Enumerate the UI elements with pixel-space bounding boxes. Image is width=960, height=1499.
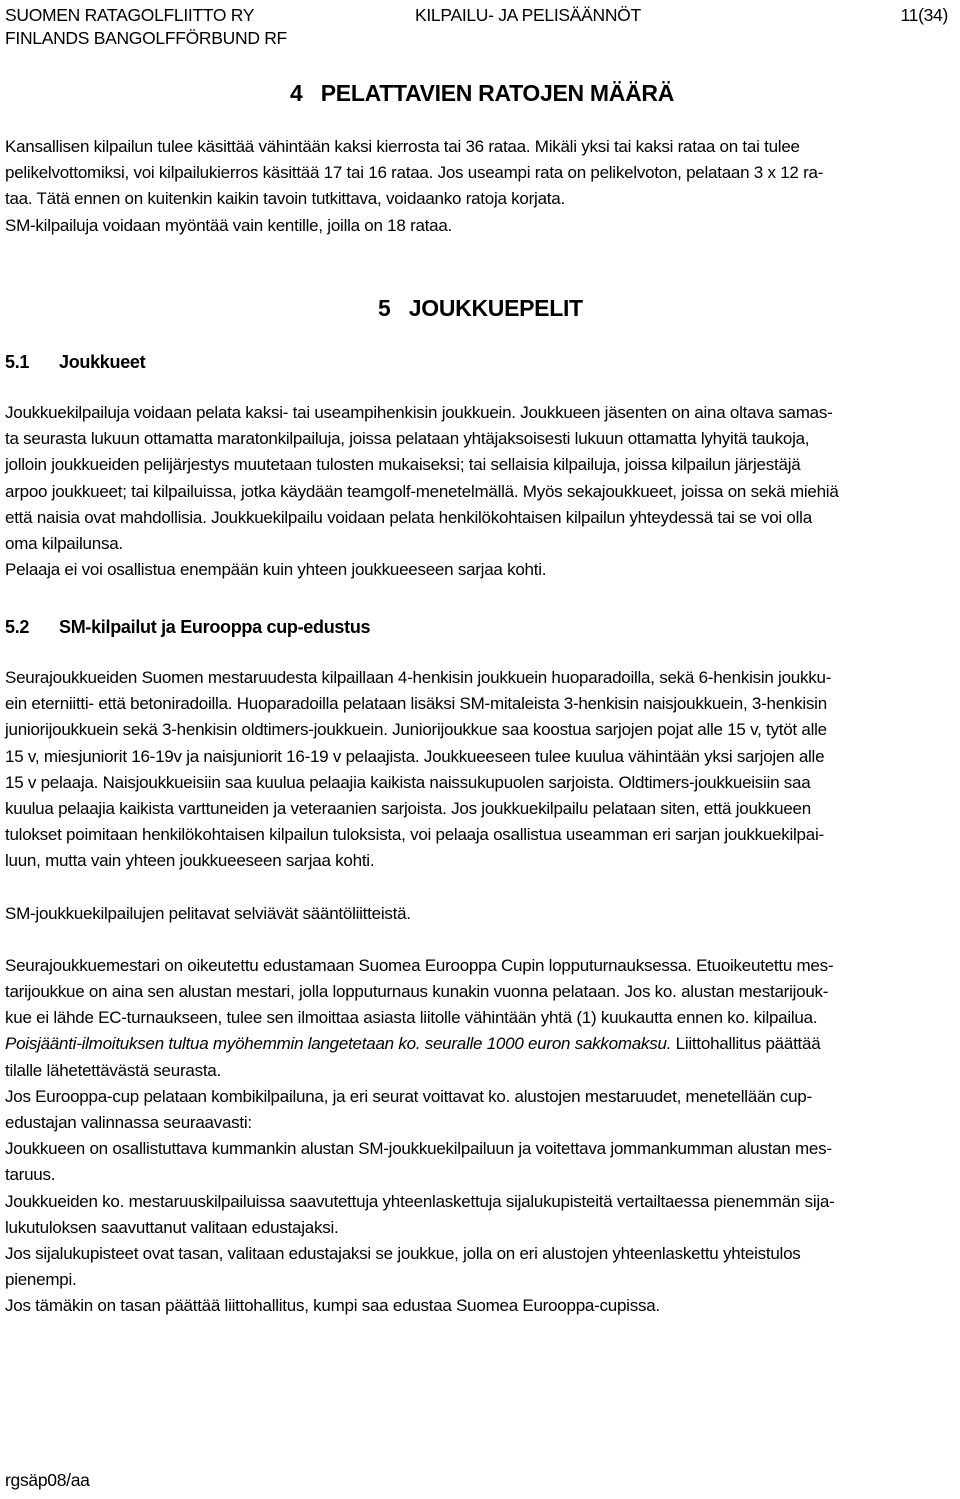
paragraph-line: Jos sijalukupisteet ovat tasan, valitaan edustajaksi se joukkue, jolla on eri alustojen yhteenlaskettu yhteistulos [5,1244,801,1264]
paragraph-line: edustajan valinnassa seuraavasti: [5,1113,252,1133]
paragraph-line: tarijoukkue on aina sen alustan mestari, jolla lopputurnaus kunakin vuonna pelataan. Jos ko. alustan mestarijouk- [5,982,829,1002]
paragraph-line: arpoo joukkueet; tai kilpailuissa, jotka käydään teamgolf-menetelmällä. Myös sekajoukkueet, joissa on sekä miehiä [5,481,839,501]
paragraph-line: kuulua pelaajia kaikista varttuneiden ja veteraanien sarjoista. Jos joukkuekilpailu pelataan siten, että joukkueen [5,799,811,819]
header-org-sv: FINLANDS BANGOLFFÖRBUND RF [5,28,287,48]
paragraph-line: Kansallisen kilpailun tulee käsittää vähintään kaksi kierrosta tai 36 rataa. Mikäli yksi tai kaksi rataa on tai tulee [5,137,800,156]
header-doc-title: KILPAILU- JA PELISÄÄNNÖT [415,5,641,25]
paragraph-line [5,1031,953,1057]
paragraph-line: 15 v pelaaja. Naisjoukkueisiin saa kuulua pelaajia kaikista naissukupuolen sarjoista. Oldtimers-joukkueisiin saa [5,772,811,792]
paragraph-line: 15 v, miesjuniorit 16-19v ja naisjuniorit 16-19 v pelaajista. Joukkueeseen tulee kuulua vähintään yksi sarjojen alle [5,746,825,766]
paragraph-line: lukutuloksen saavuttanut valitaan edustajaksi. [5,1217,339,1237]
paragraph-line: taruus. [5,1165,56,1185]
subsection-5-2-heading [5,617,370,638]
paragraph-line: SM-joukkuekilpailujen pelitavat selviävät sääntöliitteistä. [5,903,411,923]
paragraph-line: tilalle lähetettävästä seurasta. [5,1060,221,1080]
paragraph-line: pienempi. [5,1270,77,1290]
paragraph-line: SM-kilpailuja voidaan myöntää vain kentille, joilla on 18 rataa. [5,215,453,235]
section-5-heading: 5 JOUKKUEPELIT [378,295,583,321]
paragraph-line: oma kilpailunsa. [5,534,123,554]
paragraph-line: Seurajoukkueiden Suomen mestaruudesta kilpaillaan 4-henkisin joukkuein huoparadoilla, sekä 6-henkisin joukku- [5,668,832,687]
section-4-heading: 4 PELATTAVIEN RATOJEN MÄÄRÄ [290,80,675,106]
paragraph-line: Jos tämäkin on tasan päättää liittohallitus, kumpi saa edustaa Suomea Eurooppa-cupissa. [5,1296,660,1316]
paragraph-line: Joukkueen on osallistuttava kummankin alustan SM-joukkuekilpailuun ja voitettava jommankumman alustan mes- [5,1139,832,1159]
footer-code: rgsäp08/aa [5,1470,90,1490]
subsection-5-1-body [5,400,953,583]
paragraph-line: Joukkuekilpailuja voidaan pelata kaksi- tai useampihenkisin joukkuein. Joukkueen jäsenten on aina oltava samas- [5,403,833,422]
paragraph-line: luun, mutta vain yhteen joukkueeseen sarjaa kohti. [5,851,375,871]
paragraph-line: Seurajoukkuemestari on oikeutettu edustamaan Suomea Eurooppa Cupin lopputurnauksessa. Etuoikeutettu mes- [5,955,834,975]
paragraph-line: jolloin joukkueiden pelijärjestys muutetaan tulosten mukaiseksi; tai sellaisia kilpailuja, joissa kilpailun järjestäjä [5,455,801,475]
subsection-number: 5.2 [5,617,30,637]
paragraph-line: pelikelvottomiksi, voi kilpailukierros käsittää 17 tai 16 rataa. Jos useampi rata on pelikelvoton, pelataan 3 x 12 ra- [5,163,824,183]
header-org-fi: SUOMEN RATAGOLFLIITTO RY [5,5,255,25]
paragraph-line: kue ei lähde EC-turnaukseen, tulee sen ilmoittaa asiasta liitolle vähintään yhtä (1) kuukautta ennen ko. kilpailua. [5,1008,818,1028]
paragraph-line: taa. Tätä ennen on kuitenkin kaikin tavoin tutkittava, voidaanko ratoja korjata. [5,189,565,209]
subsection-number: 5.1 [5,352,30,372]
paragraph-line: juniorijoukkuein sekä 3-henkisin oldtimers-joukkuein. Juniorijoukkue saa koostua sarjojen pojat alle 15 v, tytöt alle [5,720,827,740]
subsection-5-1-heading [5,352,145,373]
paragraph-line: Jos Eurooppa-cup pelataan kombikilpailuna, ja eri seurat voittavat ko. alustojen mestaruudet, menetellään cup- [5,1086,812,1106]
paragraph-line: Joukkueiden ko. mestaruuskilpailuissa saavutettuja yhteenlaskettuja sijalukupisteitä vertailtaessa pienemmän sija- [5,1191,835,1211]
penalty-followup: Liittohallitus päättää [671,1034,821,1054]
paragraph-line: tulokset poimitaan henkilökohtaisen kilpailun tuloksista, voi pelaaja osallistua useamman eri sarjan joukkuekilpai- [5,825,824,845]
subsection-title: Joukkueet [59,352,146,372]
penalty-notice: Poisjäänti-ilmoituksen tultua myöhemmin langetetaan ko. seuralle 1000 euron sakkomaksu. [5,1034,672,1054]
subsection-title: SM-kilpailut ja Eurooppa cup-edustus [59,617,371,637]
subsection-5-2-body [5,665,953,1320]
paragraph-line: että naisia ovat mahdollisia. Joukkuekilpailu voidaan pelata henkilökohtaisen kilpailun yhteydessä tai se voi olla [5,507,812,527]
section-4-body [5,134,953,239]
header-page-number: 11(34) [900,5,948,25]
paragraph-line: ein eterniitti- että betoniradoilla. Huoparadoilla pelataan lisäksi SM-mitaleista 3-henkisin naisjoukkuein, 3-henkisin [5,694,827,714]
paragraph-line: Pelaaja ei voi osallistua enempään kuin yhteen joukkueeseen sarjaa kohti. [5,560,547,580]
paragraph-line: ta seurasta lukuun ottamatta maratonkilpailuja, joissa pelataan yhtäjaksoisesti lukuun ottamatta lyhyitä taukoja, [5,429,810,449]
